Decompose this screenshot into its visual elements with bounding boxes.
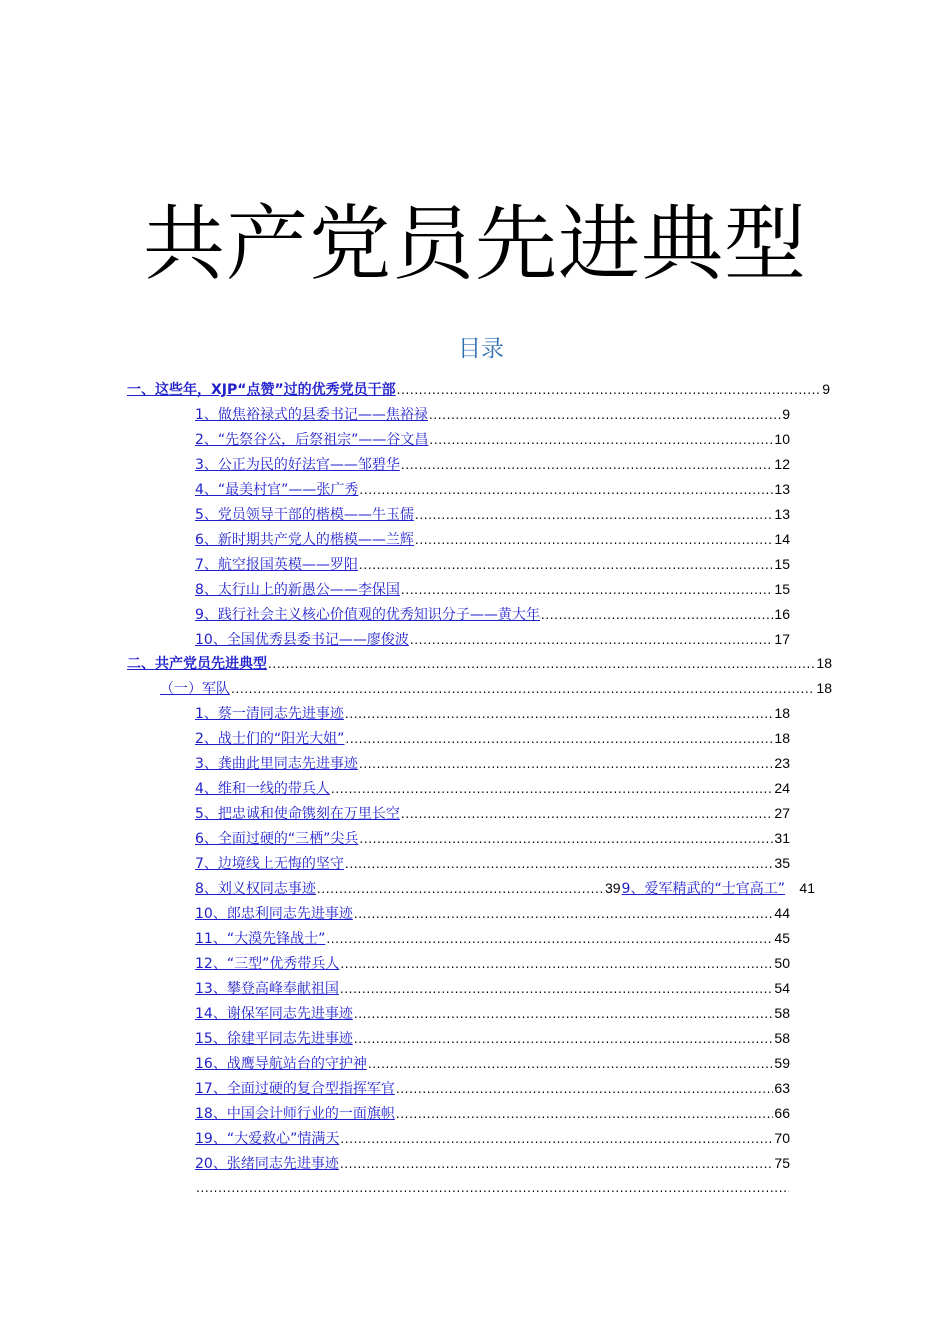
- toc-link[interactable]: 1、做焦裕禄式的县委书记——焦裕禄: [195, 407, 428, 423]
- dot-leader: [359, 478, 773, 502]
- toc-entry: [195, 1051, 790, 1075]
- toc-entry: [195, 1151, 790, 1175]
- toc-entry: [195, 1126, 790, 1150]
- toc-page-number: 13: [774, 481, 790, 497]
- dot-leader: [359, 827, 773, 851]
- toc-page-number: 15: [774, 556, 790, 572]
- toc-entry: [195, 577, 790, 601]
- toc-link[interactable]: （一）军队: [160, 681, 230, 697]
- toc-link[interactable]: 12、“三型”优秀带兵人: [195, 956, 340, 972]
- toc-link[interactable]: 7、航空报国英模——罗阳: [195, 557, 358, 573]
- document-title: 共产党员先进典型: [142, 197, 807, 292]
- toc-entry: [195, 527, 790, 551]
- toc-entry: [195, 502, 790, 526]
- dot-leader: [317, 877, 604, 901]
- toc-page-number: 17: [774, 631, 790, 647]
- toc-link[interactable]: 6、全面过硬的“三栖”尖兵: [195, 831, 359, 847]
- toc-link[interactable]: 二、共产党员先进典型: [127, 656, 267, 672]
- dot-leader: [415, 503, 774, 527]
- dot-leader: [196, 1176, 789, 1200]
- toc-link[interactable]: 8、太行山上的新愚公——李保国: [195, 582, 400, 598]
- toc-entry: [195, 427, 790, 451]
- toc-link[interactable]: 一、这些年，XJP“点赞”过的优秀党员干部: [127, 382, 396, 398]
- dot-leader: [340, 977, 774, 1001]
- dot-leader: [354, 1027, 774, 1051]
- dot-leader: [345, 852, 774, 876]
- toc-link[interactable]: 1、蔡一清同志先进事迹: [195, 706, 344, 722]
- dot-leader: [401, 453, 774, 477]
- toc-entry: [195, 477, 790, 501]
- toc-page-number: 41: [799, 880, 815, 896]
- toc-entry: [195, 751, 790, 775]
- toc-entry: [195, 602, 790, 626]
- toc-page-number: 18: [816, 655, 832, 671]
- toc-entry: [195, 1026, 790, 1050]
- toc-entry: [195, 701, 790, 725]
- toc-page-number: 27: [774, 805, 790, 821]
- toc-page-number: 75: [774, 1155, 790, 1171]
- dot-leader: [410, 628, 774, 652]
- toc-entry: [195, 1176, 790, 1200]
- toc-link[interactable]: 13、攀登高峰奉献祖国: [195, 981, 339, 997]
- toc-link[interactable]: 10、郎忠利同志先进事迹: [195, 906, 353, 922]
- dot-leader: [340, 1127, 773, 1151]
- toc-link[interactable]: 9、践行社会主义核心价值观的优秀知识分子——黄大年: [195, 607, 540, 623]
- dot-leader: [326, 927, 773, 951]
- toc-page-number: 13: [774, 506, 790, 522]
- toc-page-number: 44: [774, 905, 790, 921]
- toc-entry: [195, 826, 790, 850]
- toc-page-number: 58: [774, 1005, 790, 1021]
- toc-page-number: 16: [774, 606, 790, 622]
- dot-leader: [397, 378, 822, 402]
- toc-link[interactable]: 8、刘义权同志事迹: [195, 881, 316, 897]
- toc-entry: [195, 627, 790, 651]
- toc-entry: [195, 1101, 790, 1125]
- toc-entry: [195, 851, 790, 875]
- dot-leader: [331, 777, 774, 801]
- dot-leader: [359, 752, 774, 776]
- toc-link[interactable]: 14、谢保军同志先进事迹: [195, 1006, 353, 1022]
- dot-leader: [368, 1052, 774, 1076]
- dot-leader: [429, 428, 773, 452]
- toc-entry: [195, 552, 790, 576]
- dot-leader: [541, 603, 774, 627]
- dot-leader: [396, 1102, 774, 1126]
- toc-link[interactable]: 3、公正为民的好法官——邹碧华: [195, 457, 400, 473]
- toc-link[interactable]: 4、“最美村官”——张广秀: [195, 482, 359, 498]
- toc-entry: [195, 776, 790, 800]
- dot-leader: [354, 902, 774, 926]
- toc-entry: [195, 801, 790, 825]
- toc-link[interactable]: 6、新时期共产党人的楷模——兰辉: [195, 532, 414, 548]
- toc-entry: [195, 726, 790, 750]
- toc-link[interactable]: 11、“大漠先锋战士”: [195, 931, 326, 947]
- toc-entry: [195, 951, 790, 975]
- toc-link[interactable]: 7、边境线上无悔的坚守: [195, 856, 344, 872]
- toc-page-number: 23: [774, 755, 790, 771]
- toc-page-number: 39: [604, 880, 621, 896]
- dot-leader: [345, 727, 773, 751]
- toc-page-number: 70: [774, 1130, 790, 1146]
- toc-link[interactable]: 15、徐建平同志先进事迹: [195, 1031, 353, 1047]
- toc-page-number: 12: [774, 456, 790, 472]
- dot-leader: [354, 1002, 774, 1026]
- dot-leader: [415, 528, 774, 552]
- toc-entry-section-2: [127, 651, 832, 675]
- toc-page-number: 63: [774, 1080, 790, 1096]
- toc-page-number: 31: [774, 830, 790, 846]
- toc-page-number: 50: [774, 955, 790, 971]
- toc-page-number: 45: [774, 930, 790, 946]
- toc-link[interactable]: 19、“大爱救心”情满天: [195, 1131, 340, 1147]
- toc-entry: [195, 1076, 790, 1100]
- toc-entry: [195, 976, 790, 1000]
- dot-leader: [231, 677, 815, 701]
- toc-link[interactable]: 2、战士们的“阳光大姐”: [195, 731, 345, 747]
- toc-entry-merged: [195, 876, 815, 900]
- toc-page-number: 66: [774, 1105, 790, 1121]
- dot-leader: [401, 802, 774, 826]
- toc-page-number: 35: [774, 855, 790, 871]
- toc-link[interactable]: 5、把忠诚和使命镌刻在万里长空: [195, 806, 400, 822]
- dot-leader: [345, 702, 774, 726]
- toc-page-number: 24: [774, 780, 790, 796]
- toc-page-number: 18: [774, 705, 790, 721]
- toc-merged-tail: [605, 876, 815, 901]
- dot-leader: [268, 652, 815, 676]
- toc-entry: [195, 901, 790, 925]
- toc-page-number: 15: [774, 581, 790, 597]
- toc-link[interactable]: 20、张绪同志先进事迹: [195, 1156, 339, 1172]
- dot-leader: [340, 1152, 774, 1176]
- dot-leader: [401, 578, 774, 602]
- dot-leader: [429, 403, 781, 427]
- toc-entry: [195, 452, 790, 476]
- toc-page-number: 18: [774, 730, 790, 746]
- toc-page-number: 14: [774, 531, 790, 547]
- toc-link[interactable]: 4、维和一线的带兵人: [195, 781, 330, 797]
- toc-entry-section-1: [127, 377, 830, 401]
- toc-page-number: 9: [822, 381, 830, 397]
- toc-heading: 目录: [458, 336, 504, 362]
- toc-link[interactable]: 3、龚曲此里同志先进事迹: [195, 756, 358, 772]
- toc-page-number: 9: [782, 406, 790, 422]
- toc-link[interactable]: 18、中国会计师行业的一面旗帜: [195, 1106, 395, 1122]
- toc-page-number: 18: [816, 680, 832, 696]
- toc-page-number: 10: [774, 431, 790, 447]
- toc-page-number: 59: [774, 1055, 790, 1071]
- toc-page-number: 54: [774, 980, 790, 996]
- toc-entry: [195, 1001, 790, 1025]
- toc-link[interactable]: 9、爱军精武的“士官高工”: [621, 881, 785, 897]
- toc-entry: [195, 402, 790, 426]
- toc-link[interactable]: 5、党员领导干部的楷模——牛玉儒: [195, 507, 414, 523]
- toc-link[interactable]: 10、全国优秀县委书记——廖俊波: [195, 632, 409, 648]
- toc-link[interactable]: 16、战鹰导航站台的守护神: [195, 1056, 367, 1072]
- toc-entry: [195, 926, 790, 950]
- toc-entry-subsection: [160, 676, 832, 700]
- toc-link[interactable]: 17、全面过硬的复合型指挥军官: [195, 1081, 395, 1097]
- dot-leader: [396, 1077, 774, 1101]
- dot-leader: [359, 553, 774, 577]
- toc-link[interactable]: 2、“先祭谷公，后祭祖宗”——谷文昌: [195, 432, 429, 448]
- dot-leader: [340, 952, 773, 976]
- toc-page-number: 58: [774, 1030, 790, 1046]
